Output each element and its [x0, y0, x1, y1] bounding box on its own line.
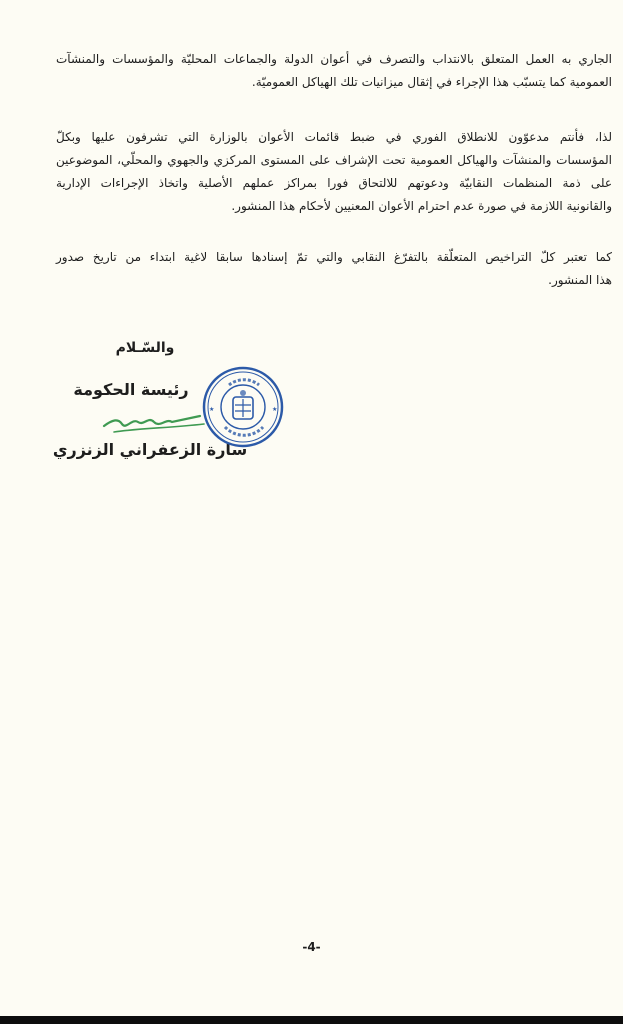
paragraph-1	[56, 48, 612, 94]
paragraph-line: هذا المنشور.	[548, 273, 612, 287]
paragraph-line: المؤسسات والمنشآت والهياكل العمومية تحت الإشراف على المستوى المركزي والجهوي والمحلّي، الموضوعين	[56, 153, 612, 167]
paragraph-line: العمومية كما يتسبّب هذا الإجراء في إثقال ميزانيات تلك الهياكل العموميّة.	[251, 75, 612, 89]
bottom-edge-bar	[0, 1016, 623, 1024]
paragraph-line: كما تعتبر كلّ التراخيص المتعلّقة بالتفرّغ النقابي والتي تمّ إسنادها سابقا لاغية ابتداء من تاريخ صدور	[56, 250, 612, 264]
signatory-name: سارة الزعفراني الزنزري	[52, 440, 248, 459]
paragraph-3	[56, 246, 612, 292]
official-seal-icon	[201, 365, 285, 449]
paragraph-line: على ذمة المنظمات النقابيّة ودعوتهم للالتحاق فورا بمراكز عملهم الأصلية واتخاذ الإجراءات الإدارية	[56, 176, 612, 190]
paragraph-line: الجاري به العمل المتعلق بالانتداب والتصرف في أعوان الدولة والجماعات المحليّة والمؤسسات والمنشآت	[56, 52, 612, 66]
paragraph-line: لذا، فأنتم مدعوّون للانطلاق الفوري في ضبط قائمات الأعوان بالوزارة التي تشرفون عليها وبكلّ	[56, 130, 612, 144]
paragraph-line: والقانونية اللازمة في صورة عدم احترام الأعوان المعنيين لأحكام هذا المنشور.	[231, 199, 612, 213]
closing-salutation: والسّـلام	[115, 340, 175, 356]
paragraph-2	[56, 126, 612, 218]
page-number: -4-	[302, 940, 321, 954]
svg-text:★: ★	[209, 406, 215, 413]
svg-text:★: ★	[272, 406, 278, 413]
signatory-title: رئيسة الحكومة	[73, 380, 189, 399]
handwritten-signature	[100, 404, 210, 440]
